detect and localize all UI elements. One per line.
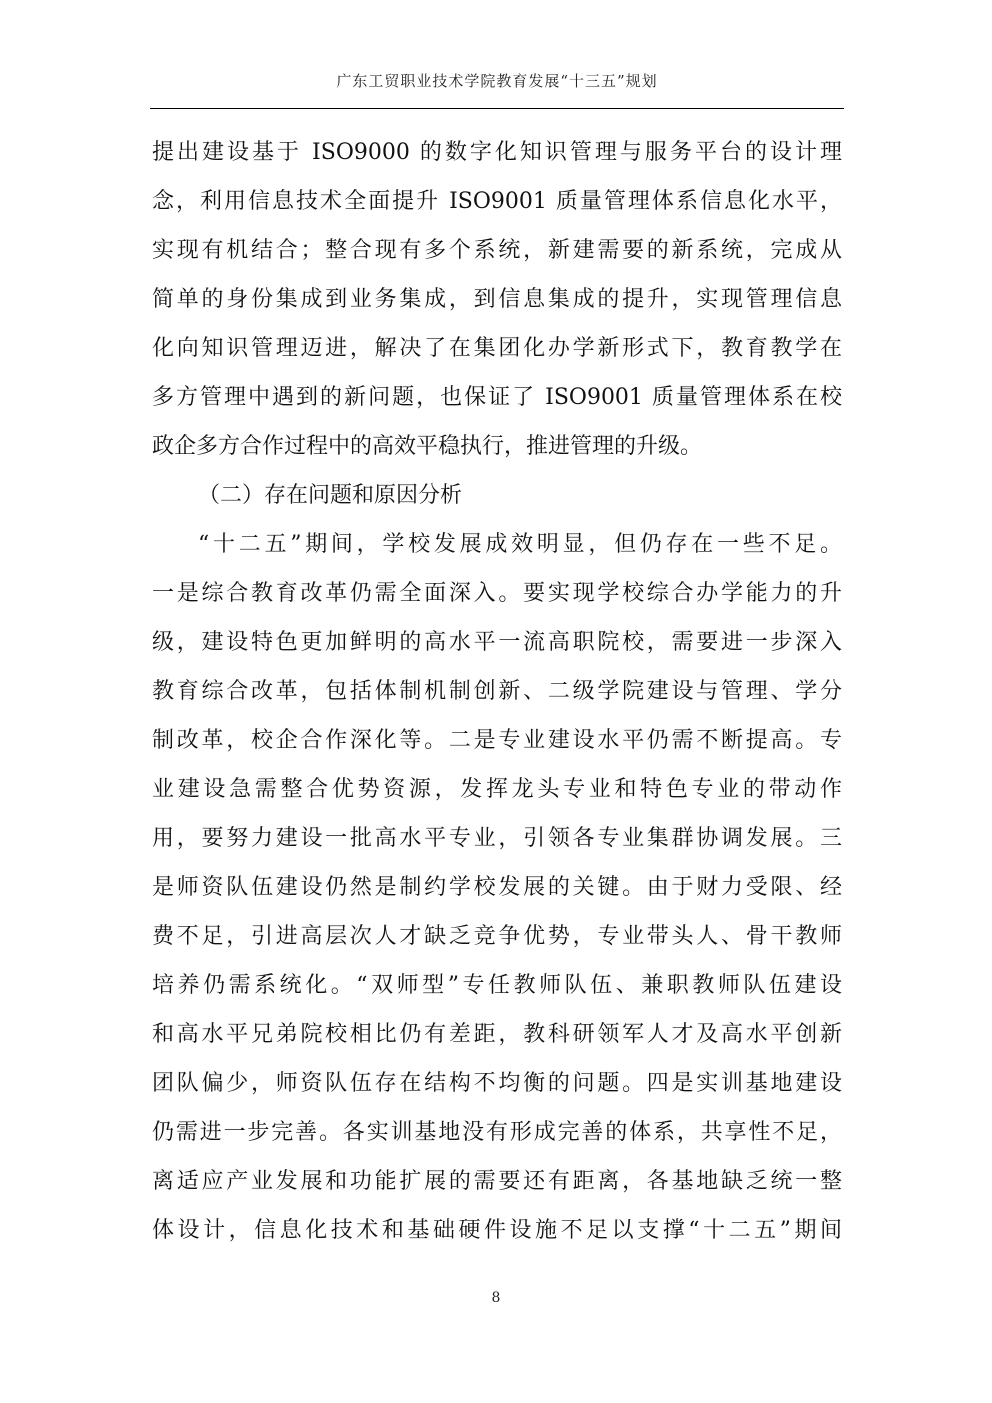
page-number: 8 bbox=[491, 1290, 501, 1306]
text-line: 政企多方合作过程中的高效平稳执行，推进管理的升级。 bbox=[152, 434, 703, 459]
text-line: 培养仍需系统化。“双师型”专任教师队伍、兼职教师队伍建设 bbox=[152, 973, 842, 998]
text-line: 实现有机结合；整合现有多个系统，新建需要的新系统，完成从 bbox=[152, 238, 842, 263]
paragraph-1 bbox=[152, 128, 842, 471]
text-line: 仍需进一步完善。各实训基地没有形成完善的体系，共享性不足， bbox=[152, 1120, 842, 1145]
text-line: 多方管理中遇到的新问题，也保证了 ISO9001 质量管理体系在校 bbox=[152, 385, 842, 410]
header-divider bbox=[150, 108, 844, 109]
text-line: 级，建设特色更加鲜明的高水平一流高职院校，需要进一步深入 bbox=[152, 630, 842, 655]
text-line: 一是综合教育改革仍需全面深入。要实现学校综合办学能力的升 bbox=[152, 581, 842, 606]
text-line: 体设计，信息化技术和基础硬件设施不足以支撑“十二五”期间 bbox=[152, 1218, 842, 1243]
text-line: “十二五”期间，学校发展成效明显，但仍存在一些不足。 bbox=[198, 532, 842, 557]
text-line: 简单的身份集成到业务集成，到信息集成的提升，实现管理信息 bbox=[152, 287, 842, 312]
text-line: 业建设急需整合优势资源，发挥龙头专业和特色专业的带动作 bbox=[152, 777, 842, 802]
text-line: 是师资队伍建设仍然是制约学校发展的关键。由于财力受限、经 bbox=[152, 875, 842, 900]
text-line: 和高水平兄弟院校相比仍有差距，教科研领军人才及高水平创新 bbox=[152, 1022, 842, 1047]
text-line: 费不足，引进高层次人才缺乏竞争优势，专业带头人、骨干教师 bbox=[152, 924, 842, 949]
paragraph-2 bbox=[152, 520, 842, 1255]
text-line: 化向知识管理迈进，解决了在集团化办学新形式下，教育教学在 bbox=[152, 336, 842, 361]
text-line: 念，利用信息技术全面提升 ISO9001 质量管理体系信息化水平， bbox=[152, 189, 842, 214]
text-line: 用，要努力建设一批高水平专业，引领各专业集群协调发展。三 bbox=[152, 826, 842, 851]
text-line: 离适应产业发展和功能扩展的需要还有距离，各基地缺乏统一整 bbox=[152, 1169, 842, 1194]
text-line: 提出建设基于 ISO9000 的数字化知识管理与服务平台的设计理 bbox=[152, 140, 842, 165]
text-line: 制改革，校企合作深化等。二是专业建设水平仍需不断提高。专 bbox=[152, 728, 842, 753]
page-header-title: 广东工贸职业技术学院教育发展“十三五”规划 bbox=[336, 72, 658, 90]
text-line: 教育综合改革，包括体制机制创新、二级学院建设与管理、学分 bbox=[152, 679, 842, 704]
document-body bbox=[152, 128, 842, 1255]
text-line: 团队偏少，师资队伍存在结构不均衡的问题。四是实训基地建设 bbox=[152, 1071, 842, 1096]
section-heading: （二）存在问题和原因分析 bbox=[198, 483, 463, 508]
